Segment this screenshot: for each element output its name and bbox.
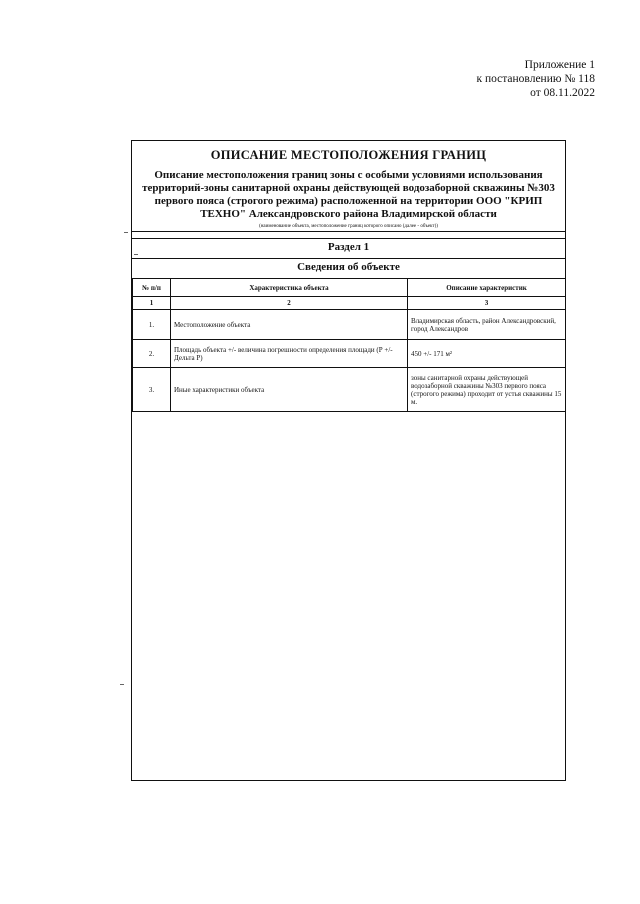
divider (132, 238, 565, 239)
table-row (133, 310, 566, 340)
document-title: ОПИСАНИЕ МЕСТОПОЛОЖЕНИЯ ГРАНИЦ (210, 148, 487, 162)
document-frame (131, 140, 566, 781)
row-characteristic: Местоположение объекта (171, 310, 408, 340)
document-description: Описание местоположения границ зоны с особыми условиями использования территорий-зоны санитарной охраны действующей водозаборной скважины №303 первого пояса (строгого режима) расположенной на территории ООО "КРИП ТЕХНО" Александровского района Владимирской области (142, 169, 555, 220)
column-number: 3 (408, 297, 566, 310)
table-header-row (133, 279, 566, 297)
row-number: 2. (133, 340, 171, 368)
appendix-line-3: от 08.11.2022 (530, 87, 595, 99)
document-subnote: (наименование объекта, местоположение границ которого описано (далее - объект)) (259, 224, 438, 229)
appendix-note (477, 58, 596, 100)
row-description: зоны санитарной охраны действующей водозаборной скважины №303 первого пояса (строгого режима) проходит от устья скважины 15 м. (408, 368, 566, 412)
divider (132, 258, 565, 259)
section-subtitle: Сведения об объекте (297, 261, 400, 273)
header-number: № п/п (133, 279, 171, 297)
scan-mark (124, 232, 128, 233)
appendix-line-1: Приложение 1 (524, 59, 595, 71)
table-row (133, 368, 566, 412)
appendix-line-2: к постановлению № 118 (476, 73, 595, 85)
header-characteristic: Характеристика объекта (171, 279, 408, 297)
row-number: 1. (133, 310, 171, 340)
header-description: Описание характеристик (408, 279, 566, 297)
row-description: Владимирская область, район Александровский, город Александров (408, 310, 566, 340)
table-row (133, 340, 566, 368)
column-number: 2 (171, 297, 408, 310)
column-number: 1 (133, 297, 171, 310)
row-number: 3. (133, 368, 171, 412)
object-info-table (132, 278, 566, 412)
scan-mark (120, 684, 124, 685)
row-characteristic: Площадь объекта +/- величина погрешности определения площади (Р +/- Дельта Р) (171, 340, 408, 368)
section-title: Раздел 1 (327, 241, 370, 253)
row-characteristic: Иные характеристики объекта (171, 368, 408, 412)
table-column-numbers-row (133, 297, 566, 310)
row-description: 450 +/- 171 м² (408, 340, 566, 368)
divider (132, 231, 565, 232)
